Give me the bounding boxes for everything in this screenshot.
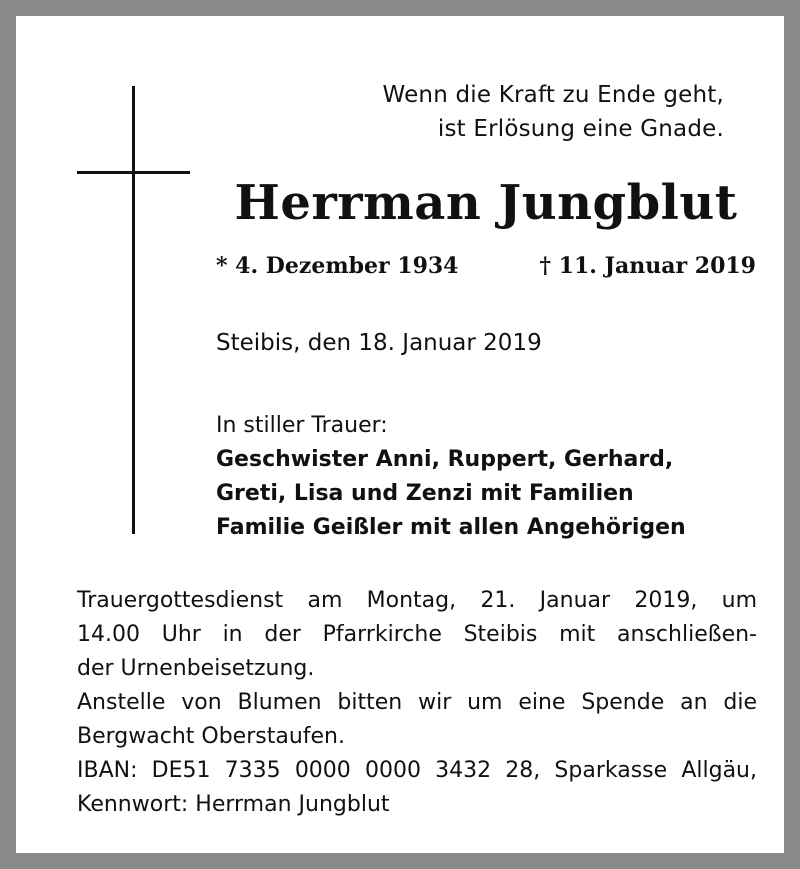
cross-icon-horizontal-bar bbox=[77, 171, 190, 174]
cross-icon-vertical-bar bbox=[132, 86, 135, 534]
service-line: Trauergottesdienst am Montag, 21. Januar 2019, um bbox=[77, 588, 757, 613]
mourners-line: Geschwister Anni, Ruppert, Gerhard, bbox=[216, 447, 674, 472]
motto-line-1: Wenn die Kraft zu Ende geht, bbox=[382, 82, 724, 108]
mourners-line: Greti, Lisa und Zenzi mit Familien bbox=[216, 481, 634, 506]
service-line: Anstelle von Blumen bitten wir um eine Spende an die bbox=[77, 690, 757, 715]
service-line: der Urnenbeisetzung. bbox=[77, 656, 315, 681]
service-line: Bergwacht Oberstaufen. bbox=[77, 724, 345, 749]
service-line: Kennwort: Herrman Jungblut bbox=[77, 792, 390, 817]
deceased-name: Herrman Jungblut bbox=[234, 175, 738, 231]
birth-date: * 4. Dezember 1934 bbox=[216, 253, 459, 279]
place-and-date: Steibis, den 18. Januar 2019 bbox=[216, 330, 542, 356]
service-line: IBAN: DE51 7335 0000 0000 3432 28, Sparkasse Allgäu, bbox=[77, 758, 757, 783]
mourners-block bbox=[216, 409, 686, 545]
service-line: 14.00 Uhr in der Pfarrkirche Steibis mit anschließen- bbox=[77, 622, 757, 647]
motto-line-2: ist Erlösung eine Gnade. bbox=[437, 116, 724, 142]
service-info bbox=[77, 584, 757, 822]
death-date: † 11. Januar 2019 bbox=[539, 253, 756, 279]
motto bbox=[382, 78, 724, 146]
mourners-line: Familie Geißler mit allen Angehörigen bbox=[216, 515, 686, 540]
mourners-intro: In stiller Trauer: bbox=[216, 413, 388, 438]
life-dates bbox=[216, 248, 756, 284]
